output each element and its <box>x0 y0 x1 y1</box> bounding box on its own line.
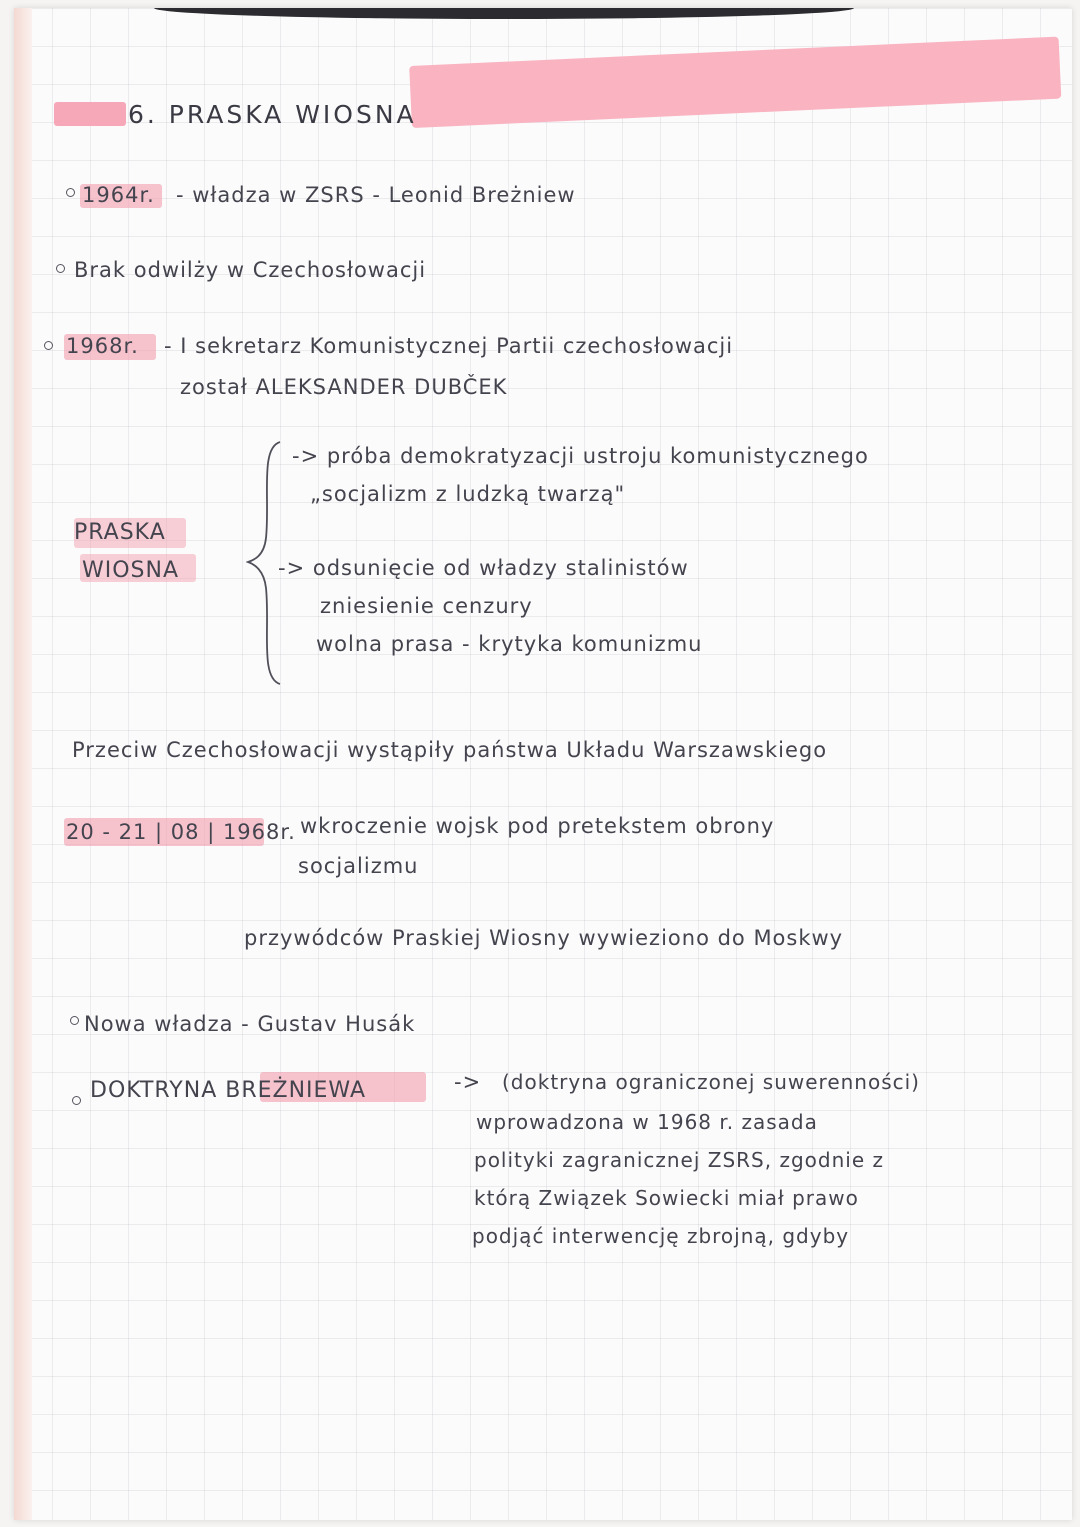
date-1964: 1964r. <box>82 183 155 207</box>
line-dubcek: został ALEKSANDER DUBČEK <box>180 375 508 399</box>
doctrine-line-2: wprowadzona w 1968 r. zasada <box>476 1110 818 1134</box>
reform-slogan: „socjalizm z ludzką twarzą" <box>310 482 626 506</box>
title-highlight-right <box>409 37 1061 128</box>
reform-no-censorship: zniesienie cenzury <box>320 594 533 618</box>
line-1964: - władza w ZSRS - Leonid Breżniew <box>176 183 576 207</box>
line-warsaw-pact: Przeciw Czechosłowacji wystąpiły państwa Układu Warszawskiego <box>72 738 828 762</box>
doctrine-line-1: (doktryna ograniczonej suwerenności) <box>502 1070 920 1094</box>
binder-strip <box>154 8 854 19</box>
doctrine-line-3: polityki zagranicznej ZSRS, zgodnie z <box>474 1148 884 1172</box>
doctrine-line-4: którą Związek Sowiecki miał prawo <box>474 1186 859 1210</box>
bullet <box>72 1096 81 1105</box>
bullet <box>66 188 75 197</box>
line-no-thaw: Brak odwilży w Czechosłowacji <box>74 258 427 282</box>
title-highlight-left <box>54 102 126 126</box>
bullet <box>44 341 53 350</box>
bullet <box>70 1016 79 1025</box>
date-1968: 1968r. <box>66 334 139 358</box>
doctrine-arrow: -> <box>454 1070 482 1094</box>
doctrine-line-5: podjąć interwencję zbrojną, gdyby <box>472 1224 850 1248</box>
notebook-page <box>14 8 1072 1520</box>
reform-free-press: wolna prasa - krytyka komunizmu <box>316 632 703 656</box>
line-invasion: wkroczenie wojsk pod pretekstem obrony <box>300 814 775 838</box>
line-first-secretary: - I sekretarz Komunistycznej Partii czechosłowacji <box>164 334 734 358</box>
page-edge <box>14 8 32 1520</box>
reform-democratization: -> próba demokratyzacji ustroju komunistycznego <box>292 444 869 468</box>
page-title: 6. PRASKA WIOSNA <box>128 100 417 129</box>
bullet <box>56 264 65 273</box>
reform-removal-stalinists: -> odsunięcie od władzy stalinistów <box>278 556 689 580</box>
line-invasion-cont: socjalizmu <box>298 854 419 878</box>
date-invasion: 20 - 21 | 08 | 1968r. <box>66 820 296 844</box>
line-new-power: Nowa władza - Gustav Husák <box>84 1012 416 1036</box>
side-label-praska: PRASKA <box>74 520 166 545</box>
doctrine-label: DOKTRYNA BREŻNIEWA <box>90 1078 367 1103</box>
line-leaders-moscow: przywódców Praskiej Wiosny wywieziono do Moskwy <box>244 926 844 950</box>
side-label-wiosna: WIOSNA <box>82 558 180 583</box>
